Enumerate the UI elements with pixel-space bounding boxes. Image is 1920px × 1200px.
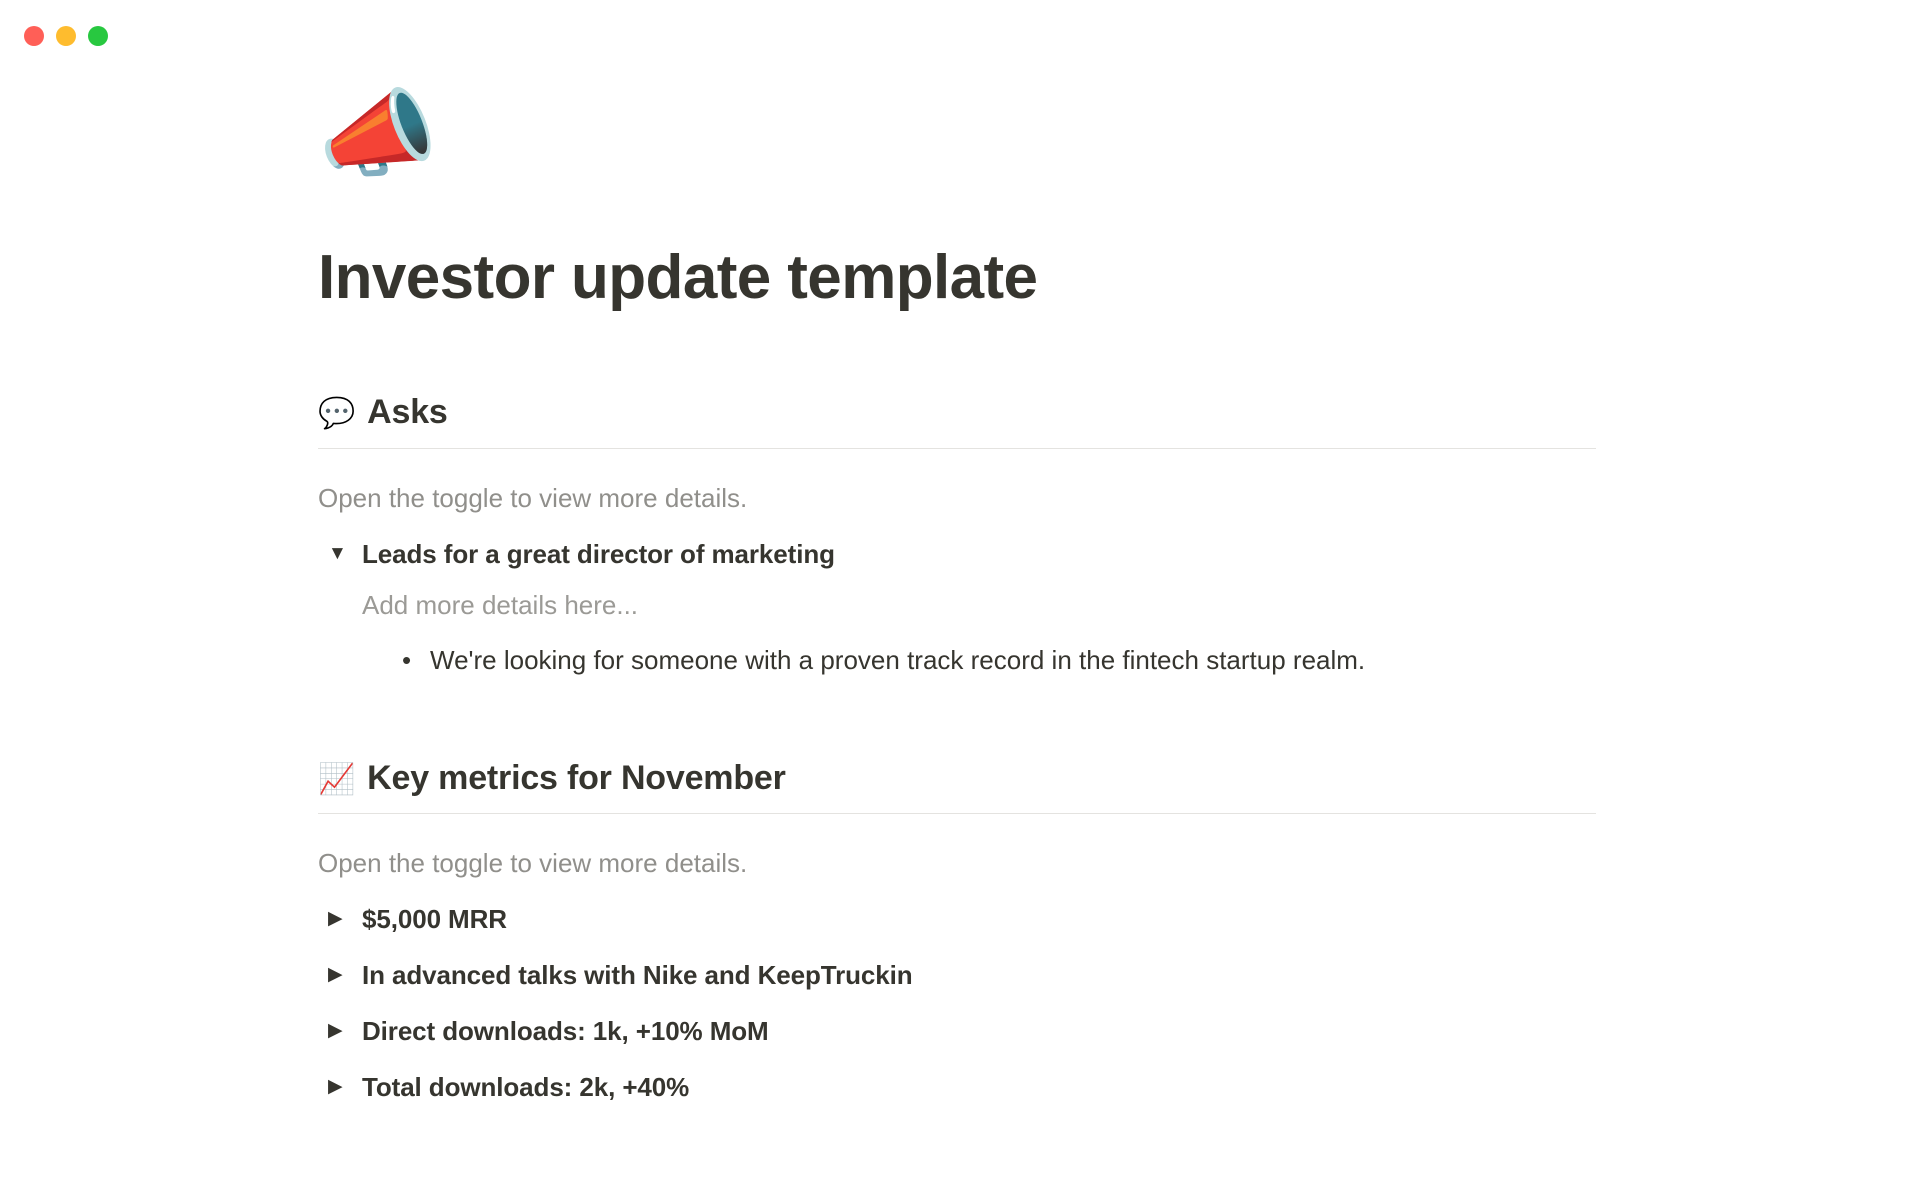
section-heading-key-metrics-label: Key metrics for November [367,758,786,797]
section-hint-key-metrics: Open the toggle to view more details. [318,848,748,879]
minimize-window-button[interactable] [56,26,76,46]
toggle-label: In advanced talks with Nike and KeepTruckin [362,960,913,991]
toggle-list-key-metrics [318,899,1598,1107]
chevron-right-icon[interactable] [328,899,362,939]
page-icon-emoji[interactable]: 📣 [318,81,438,188]
toggle-label: $5,000 MRR [362,904,507,935]
chart-increasing-icon: 📈 [318,762,356,796]
toggle-item-total-downloads[interactable] [318,1067,1598,1107]
chevron-down-icon[interactable] [328,534,362,574]
toggle-item-advanced-talks[interactable] [318,955,1598,995]
toggle-label: Total downloads: 2k, +40% [362,1072,690,1103]
toggle-child-placeholder[interactable]: Add more details here... [362,589,639,620]
section-hint-asks: Open the toggle to view more details. [318,482,748,513]
toggle-item-mrr[interactable] [318,899,1598,939]
toggle-item-marketing-director[interactable] [318,534,1598,574]
speech-balloon-icon: 💬 [318,397,356,431]
zoom-window-button[interactable] [88,26,108,46]
close-window-button[interactable] [24,26,44,46]
document-content [318,82,1598,1107]
title-bar [0,0,1920,72]
section-heading-key-metrics [318,757,1596,815]
toggle-list-asks [318,534,1598,679]
bullet-icon [402,641,430,679]
page-title[interactable]: Investor update template [318,243,1038,312]
document-page [0,72,1920,1107]
traffic-light-controls [24,26,108,46]
section-heading-asks [318,391,1596,449]
chevron-right-icon[interactable] [328,955,362,995]
toggle-item-direct-downloads[interactable] [318,1011,1598,1051]
toggle-label: Leads for a great director of marketing [362,538,835,569]
section-heading-asks-label: Asks [367,393,448,432]
toggle-children-marketing-director [318,586,1598,679]
chevron-right-icon[interactable] [328,1011,362,1051]
toggle-label: Direct downloads: 1k, +10% MoM [362,1016,769,1047]
bullet-text: We're looking for someone with a proven track record in the fintech startup realm. [430,644,1366,675]
list-item [362,641,1598,679]
chevron-right-icon[interactable] [328,1067,362,1107]
